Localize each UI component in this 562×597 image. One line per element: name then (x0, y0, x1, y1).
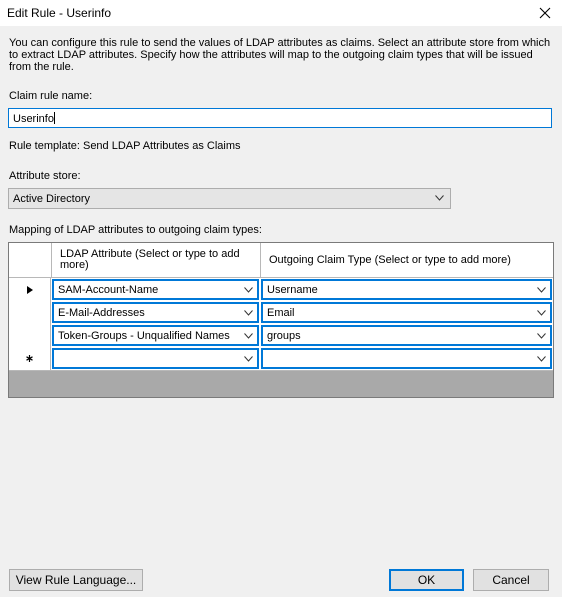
close-button[interactable] (528, 0, 562, 26)
claim-rule-name-value: Userinfo (13, 113, 54, 125)
chevron-down-icon (244, 287, 253, 293)
ldap-attribute-value: SAM-Account-Name (58, 284, 159, 296)
row-selector[interactable] (9, 301, 51, 324)
chevron-down-icon (537, 356, 546, 362)
table-row[interactable] (9, 324, 553, 348)
outgoing-claim-type-value: Username (267, 284, 318, 296)
claim-rule-name-input[interactable] (8, 108, 552, 128)
column-header-claim[interactable]: Outgoing Claim Type (Select or type to add more) (269, 254, 511, 266)
title-bar (0, 0, 562, 26)
row-selector[interactable] (9, 324, 51, 347)
outgoing-claim-type-value: groups (267, 330, 301, 342)
chevron-down-icon (435, 195, 444, 201)
outgoing-claim-type-combo[interactable] (261, 279, 552, 300)
mapping-label: Mapping of LDAP attributes to outgoing claim types: (9, 224, 262, 236)
chevron-down-icon (537, 287, 546, 293)
ldap-attribute-value: E-Mail-Addresses (58, 307, 145, 319)
outgoing-claim-type-combo[interactable] (261, 302, 552, 323)
table-row[interactable] (9, 278, 553, 302)
close-icon (539, 7, 551, 19)
row-header-corner (9, 243, 52, 277)
row-selector[interactable] (9, 347, 51, 370)
text-caret (54, 112, 55, 124)
attribute-store-value: Active Directory (13, 193, 91, 205)
view-rule-language-button[interactable]: View Rule Language... (9, 569, 143, 591)
rule-template-label: Rule template: Send LDAP Attributes as Claims (9, 140, 241, 152)
chevron-down-icon (244, 333, 253, 339)
new-row[interactable] (9, 347, 553, 371)
claim-rule-name-label: Claim rule name: (9, 90, 93, 102)
current-row-icon (27, 286, 33, 294)
outgoing-claim-type-value: Email (267, 307, 295, 319)
ldap-attribute-value: Token-Groups - Unqualified Names (58, 330, 230, 342)
new-row-icon (26, 355, 33, 362)
chevron-down-icon (537, 333, 546, 339)
attribute-store-dropdown[interactable] (8, 188, 451, 209)
ldap-attribute-combo[interactable] (52, 279, 259, 300)
ldap-attribute-combo[interactable] (52, 348, 259, 369)
chevron-down-icon (537, 310, 546, 316)
mapping-grid[interactable] (8, 242, 554, 398)
outgoing-claim-type-combo[interactable] (261, 325, 552, 346)
chevron-down-icon (244, 356, 253, 362)
chevron-down-icon (244, 310, 253, 316)
attribute-store-label: Attribute store: (9, 170, 81, 182)
column-header-ldap[interactable]: LDAP Attribute (Select or type to add more) (52, 243, 261, 277)
ldap-attribute-combo[interactable] (52, 302, 259, 323)
table-row[interactable] (9, 301, 553, 325)
window-title: Edit Rule - Userinfo (7, 6, 112, 20)
ldap-attribute-combo[interactable] (52, 325, 259, 346)
outgoing-claim-type-combo[interactable] (261, 348, 552, 369)
rule-description: You can configure this rule to send the values of LDAP attributes as claims. Select an attribute store from which to extract LDAP attributes. Specify how the attributes will map to the outgoing claim types that will be issued from the rule. (9, 37, 551, 73)
ok-button[interactable]: OK (389, 569, 464, 591)
row-selector[interactable] (9, 278, 51, 301)
grid-header (9, 243, 553, 278)
cancel-button[interactable]: Cancel (473, 569, 549, 591)
